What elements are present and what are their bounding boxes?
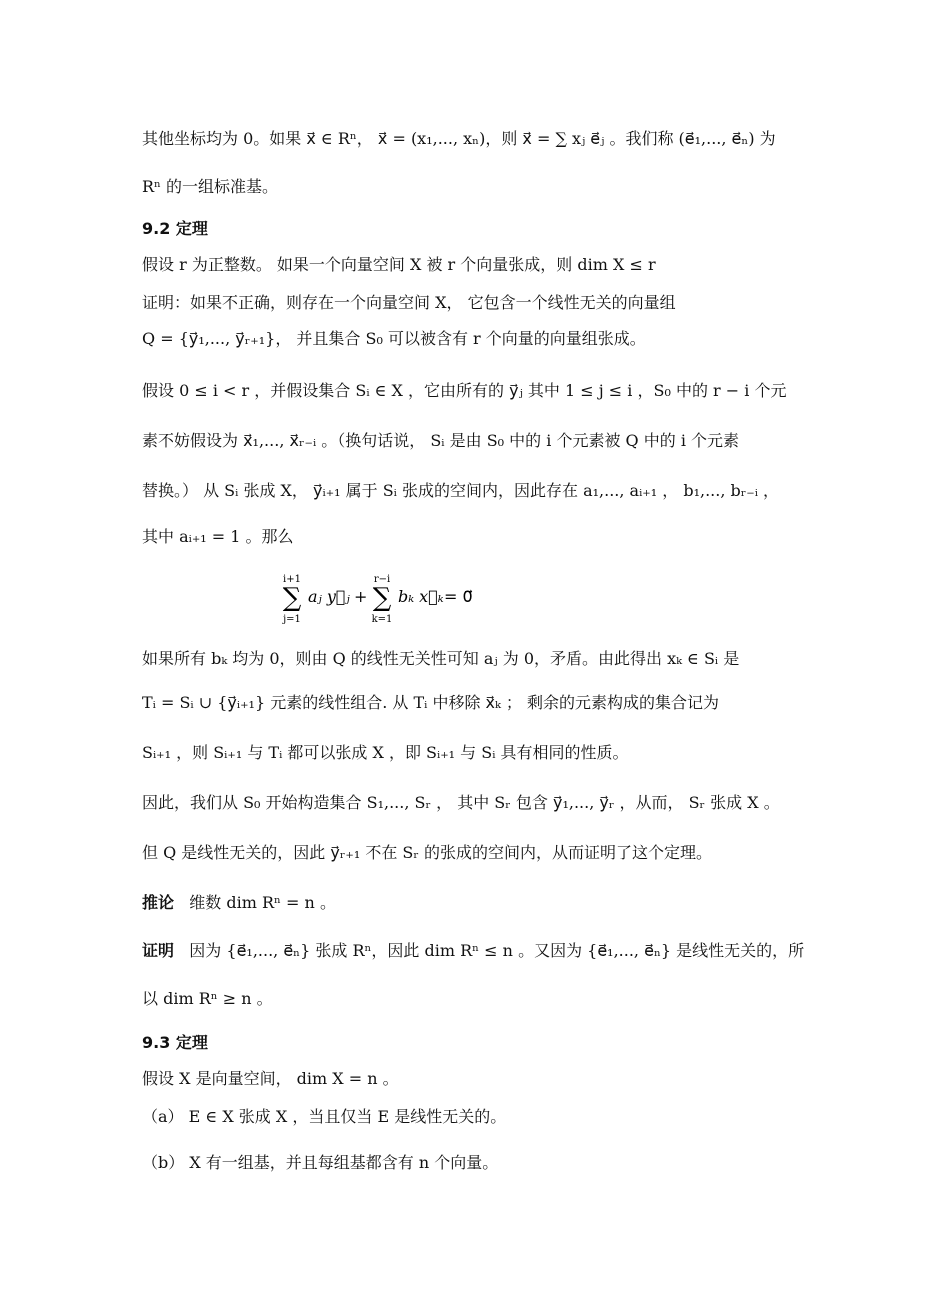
proof-line-4: 素不妨假设为 x⃗₁,..., x⃗ᵣ₋ᵢ 。（换句话说， Sᵢ 是由 S₀ 中的 i 个元素被 Q 中的 i 个元素 xyxy=(142,431,740,450)
theorem-9-3-part-b: （b） X 有一组基，并且每组基都含有 n 个向量。 xyxy=(142,1153,499,1172)
proof-line-10: 因此，我们从 S₀ 开始构造集合 S₁,..., Sᵣ ， 其中 Sᵣ 包含 y⃗₁,..., y⃗ᵣ ，从而， Sᵣ 张成 X 。 xyxy=(142,793,780,812)
proof-label: 证明 xyxy=(142,941,175,960)
section-heading-9-2: 9.2 定理 xyxy=(142,219,208,238)
sum2-upper: r−i xyxy=(373,574,391,585)
theorem-statement: 假设 r 为正整数。 如果一个向量空间 X 被 r 个向量张成，则 dim X ≤ r xyxy=(142,255,656,274)
theorem-9-3-part-a: （a） E ∈ X 张成 X ，当且仅当 E 是线性无关的。 xyxy=(142,1107,507,1126)
proof-line-6: 其中 aᵢ₊₁ = 1 。那么 xyxy=(142,527,294,546)
plus-sign: + xyxy=(354,587,368,606)
sum1-term: aⱼ y⃗ⱼ xyxy=(308,587,350,606)
section-heading-9-3: 9.3 定理 xyxy=(142,1033,208,1052)
proof-line-3: 假设 0 ≤ i < r ，并假设集合 Sᵢ ∈ X ，它由所有的 y⃗ⱼ 其中 1 ≤ j ≤ i ，S₀ 中的 r − i 个元 xyxy=(142,381,787,400)
proof-line-1: 证明：如果不正确，则存在一个向量空间 X， 它包含一个线性无关的向量组 xyxy=(142,293,676,312)
sum1-symbol: ∑ xyxy=(282,583,302,613)
corollary-proof-line-2: 以 dim Rⁿ ≥ n 。 xyxy=(142,989,273,1008)
sum2-term: bₖ x⃗ₖ xyxy=(398,587,444,606)
sum2-symbol: ∑ xyxy=(372,583,392,613)
corollary-line xyxy=(142,890,788,916)
proof-line-11: 但 Q 是线性无关的，因此 y⃗ᵣ₊₁ 不在 Sᵣ 的张成的空间内，从而证明了这个定理。 xyxy=(142,843,713,862)
proof-line-5: 替换。） 从 Sᵢ 张成 X， y⃗ᵢ₊₁ 属于 Sᵢ 张成的空间内，因此存在 a₁,..., aᵢ₊₁ ， b₁,..., bᵣ₋ᵢ ， xyxy=(142,481,780,500)
corollary-proof-text: 因为 {e⃗₁,..., e⃗ₙ} 张成 Rⁿ，因此 dim Rⁿ ≤ n 。又因为 {e⃗₁,..., e⃗ₙ} 是线性无关的，所 xyxy=(189,941,805,960)
equals-zero: = 0⃗ xyxy=(444,587,473,606)
corollary-proof-line-1 xyxy=(142,938,805,964)
sum2-lower: k=1 xyxy=(371,614,393,625)
text-line-2: Rⁿ 的一组标准基。 xyxy=(142,177,279,196)
text-line-1: 其他坐标均为 0。如果 x⃗ ∈ Rⁿ， x⃗ = (x₁,..., xₙ)，则 x⃗ = ∑ xⱼ e⃗ⱼ 。我们称 (e⃗₁,..., e⃗ₙ) 为 xyxy=(142,129,776,148)
corollary-label: 推论 xyxy=(142,893,175,912)
proof-line-2: Q = {y⃗₁,..., y⃗ᵣ₊₁}， 并且集合 S₀ 可以被含有 r 个向量的向量组张成。 xyxy=(142,329,646,348)
sum1-upper: i+1 xyxy=(283,574,301,585)
corollary-text: 维数 dim Rⁿ = n 。 xyxy=(189,893,336,912)
proof-line-9: Sᵢ₊₁ ，则 Sᵢ₊₁ 与 Tᵢ 都可以张成 X ，即 Sᵢ₊₁ 与 Sᵢ 具有相同的性质。 xyxy=(142,743,629,762)
proof-line-8: Tᵢ = Sᵢ ∪ {y⃗ᵢ₊₁} 元素的线性组合. 从 Tᵢ 中移除 x⃗ₖ ； 剩余的元素构成的集合记为 xyxy=(142,693,720,712)
theorem-9-3-statement: 假设 X 是向量空间， dim X = n 。 xyxy=(142,1069,399,1088)
proof-line-7: 如果所有 bₖ 均为 0，则由 Q 的线性无关性可知 aⱼ 为 0，矛盾。由此得出 xₖ ∈ Sᵢ 是 xyxy=(142,649,740,668)
summation-formula xyxy=(270,570,570,630)
sum1-lower: j=1 xyxy=(283,614,301,625)
